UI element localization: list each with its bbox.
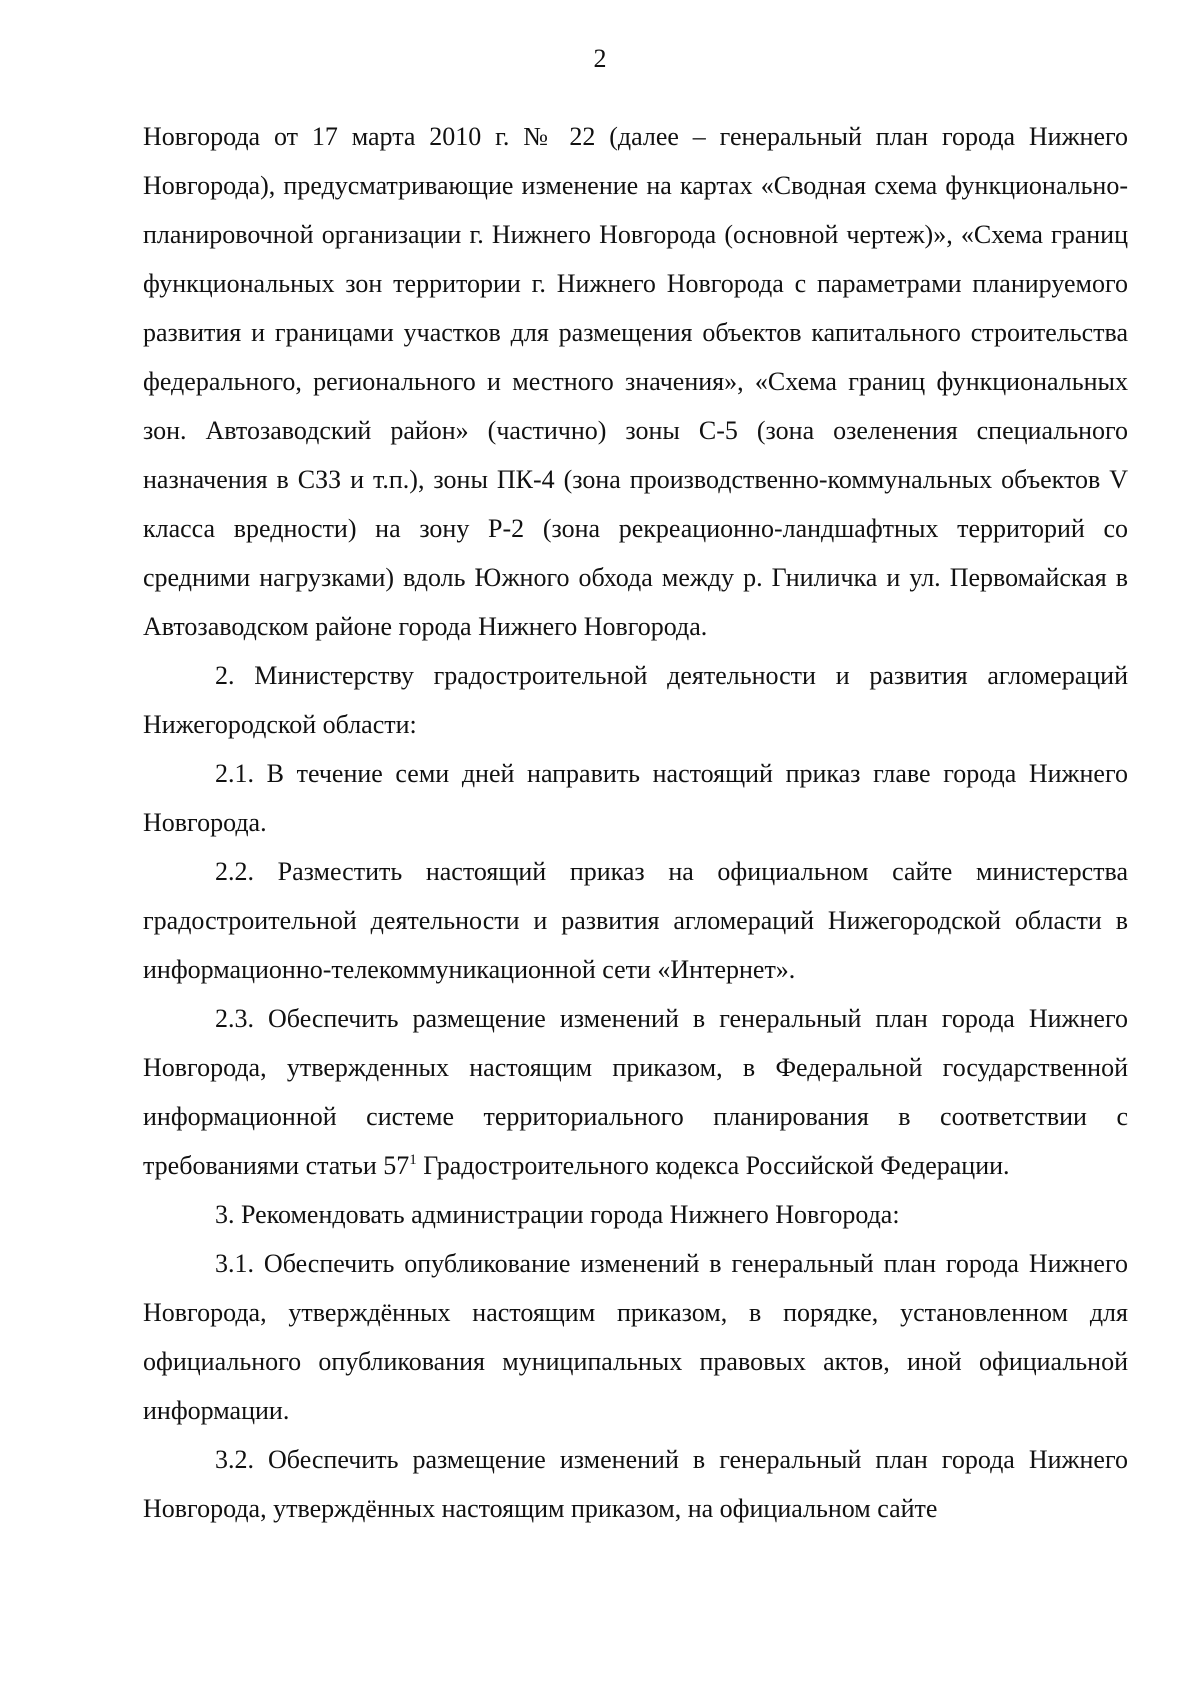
page-number: 2 bbox=[593, 44, 607, 73]
paragraph-2-3-text-start: 2.3. Обеспечить размещение изменений в генеральный план города Нижнего Новгорода, утвержденных настоящим приказом, в Федеральной государственной информационной системе территориального планирования в соответствии с требованиями статьи 57 bbox=[143, 1004, 1128, 1180]
paragraph-3-1: 3.1. Обеспечить опубликование изменений в генеральный план города Нижнего Новгорода, утверждённых настоящим приказом, в порядке, установленном для официального опубликования муниципальных правовых актов, иной официальной информации. bbox=[143, 1249, 1128, 1425]
paragraph-3: 3. Рекомендовать администрации города Нижнего Новгорода: bbox=[215, 1200, 900, 1229]
paragraph-3-2: 3.2. Обеспечить размещение изменений в генеральный план города Нижнего Новгорода, утверждённых настоящим приказом, на официальном сайте bbox=[143, 1445, 1128, 1523]
paragraph-intro: Новгорода от 17 марта 2010 г. № 22 (далее – генеральный план города Нижнего Новгорода), предусматривающие изменение на картах «Сводная схема функционально-планировочной организации г. Нижнего Новгорода (основной чертеж)», «Схема границ функциональных зон территории г. Нижнего Новгорода с параметрами планируемого развития и границами участков для размещения объектов капитального строительства федерального, регионального и местного значения», «Схема границ функциональных зон. Автозаводский район» (частично) зоны С-5 (зона озеленения специального назначения в СЗЗ и т.п.), зоны ПК-4 (зона производственно-коммунальных объектов V класса вредности) на зону Р-2 (зона рекреационно-ландшафтных территорий со средними нагрузками) вдоль Южного обхода между р. Гниличка и ул. Первомайская в Автозаводском районе города Нижнего Новгорода. bbox=[143, 122, 1128, 641]
paragraph-2-3 bbox=[143, 994, 1128, 1190]
superscript-article-number: 1 bbox=[409, 1152, 417, 1168]
paragraph-2: 2. Министерству градостроительной деятельности и развития агломераций Нижегородской области: bbox=[143, 661, 1128, 739]
document-body bbox=[143, 112, 1128, 1533]
paragraph-2-1: 2.1. В течение семи дней направить настоящий приказ главе города Нижнего Новгорода. bbox=[143, 759, 1128, 837]
paragraph-2-2: 2.2. Разместить настоящий приказ на официальном сайте министерства градостроительной деятельности и развития агломераций Нижегородской области в информационно-телекоммуникационной сети «Интернет». bbox=[143, 857, 1128, 984]
paragraph-2-3-text-end: Градостроительного кодекса Российской Федерации. bbox=[416, 1151, 1010, 1180]
